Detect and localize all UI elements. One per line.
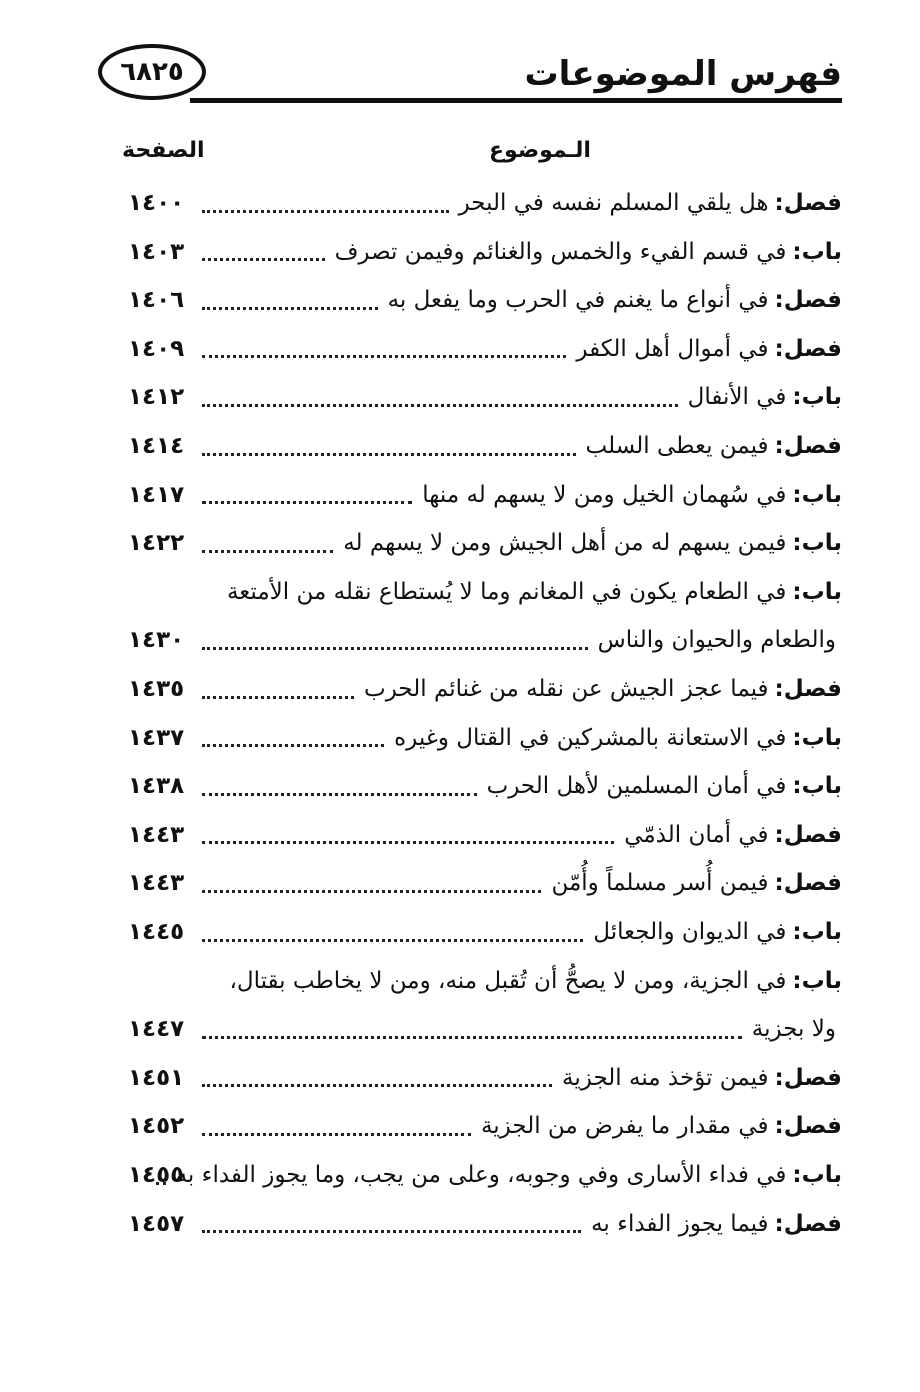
toc-entry (202, 812, 842, 858)
entry-page-number: ١٤٣٥ (128, 676, 185, 702)
entry-page-number: ١٤٥٧ (128, 1210, 185, 1237)
toc-row (0, 423, 920, 469)
entry-title: في فداء الأسارى وفي وجوبه، وعلى من يجب، وما يجوز الفداء به (175, 1162, 787, 1188)
entry-title: في الجزية، ومن لا يصحُّ أن تُقبل منه، ومن لا يخاطب بقتال، (229, 967, 787, 994)
toc-row (0, 1152, 920, 1198)
entry-page-number: ١٤٠٩ (128, 335, 185, 362)
entry-keyword: فصل: (774, 1113, 842, 1140)
toc-row (0, 860, 920, 906)
entry-title: ولا بجزية (751, 1016, 836, 1043)
entry-title: في سُهمان الخيل ومن لا يسهم له منها (422, 481, 787, 508)
entry-keyword: باب: (792, 919, 842, 945)
dot-leader (202, 210, 449, 213)
dot-leader (202, 307, 378, 310)
toc-row (0, 277, 920, 323)
dot-leader (202, 550, 333, 553)
entry-keyword: فصل: (774, 287, 842, 314)
toc-row (0, 374, 920, 420)
toc-entry (175, 1152, 842, 1198)
page-title: فهرس الموضوعات (524, 54, 842, 94)
dot-leader (202, 647, 588, 650)
column-header-page: الصفحة (122, 138, 205, 163)
entry-page-number: ١٤٠٠ (128, 190, 185, 216)
toc-entry (202, 1103, 842, 1149)
toc-row (0, 958, 920, 1004)
toc-entry (202, 423, 842, 469)
entry-title: في الأنفال (687, 384, 787, 411)
toc-entry (202, 860, 842, 906)
entry-keyword: باب: (792, 530, 842, 557)
toc-entry (142, 958, 842, 1004)
entry-page-number: ١٤٥٥ (128, 1162, 185, 1188)
dot-leader (202, 1133, 471, 1136)
entry-page-number: ١٤٥٢ (128, 1113, 185, 1140)
toc-entry (202, 229, 842, 275)
entry-keyword: باب: (792, 967, 842, 994)
entry-page-number: ١٤٠٣ (128, 238, 185, 265)
toc-entry (142, 569, 842, 615)
dot-leader (202, 890, 541, 893)
entry-keyword: فصل: (774, 433, 842, 459)
entry-title: في مقدار ما يفرض من الجزية (480, 1113, 769, 1140)
entry-page-number: ١٤٣٧ (128, 724, 185, 751)
dot-leader (202, 744, 384, 747)
entry-keyword: فصل: (774, 676, 842, 702)
entry-title: في الطعام يكون في المغانم وما لا يُستطاع نقله من الأمتعة (226, 578, 787, 605)
toc-row (0, 569, 920, 615)
toc-entry (202, 909, 842, 955)
entry-page-number: ١٤١٢ (128, 384, 185, 411)
toc-row (0, 1201, 920, 1247)
dot-leader (202, 453, 576, 456)
toc-entry (202, 374, 842, 420)
entry-title: فيمن تؤخذ منه الجزية (562, 1064, 769, 1091)
entry-title: فيما عجز الجيش عن نقله من غنائم الحرب (364, 676, 769, 702)
entry-title: في أمان الذمّي (624, 821, 769, 848)
entry-page-number: ١٤٤٣ (128, 870, 185, 897)
toc-entry (202, 326, 842, 372)
toc-row (0, 180, 920, 226)
entry-title: في أموال أهل الكفر (576, 335, 769, 362)
toc-row (0, 763, 920, 809)
toc-row (0, 472, 920, 518)
dot-leader (202, 258, 325, 261)
toc-row (0, 617, 920, 663)
entry-keyword: باب: (792, 724, 842, 751)
entry-keyword: فصل: (774, 821, 842, 848)
toc-entry (202, 1006, 842, 1052)
toc-entry (202, 763, 842, 809)
dot-leader (202, 1036, 742, 1039)
entry-page-number: ١٤٥١ (128, 1064, 185, 1091)
dot-leader (202, 1084, 552, 1087)
entry-keyword: باب: (792, 384, 842, 411)
dot-leader (202, 355, 566, 358)
entry-keyword: باب: (792, 578, 842, 605)
entry-page-number: ١٤٤٣ (128, 821, 185, 848)
dot-leader (202, 696, 354, 699)
entry-page-number: ١٤٤٧ (128, 1016, 185, 1043)
entry-title: هل يلقي المسلم نفسه في البحر (458, 190, 769, 216)
toc-row (0, 715, 920, 761)
toc-entry (202, 666, 842, 712)
entry-keyword: باب: (792, 481, 842, 508)
toc-entry (202, 617, 842, 663)
toc-entry (202, 472, 842, 518)
page-number: ٦٨٢٥ (98, 44, 206, 100)
entry-title: فيمن يسهم له من أهل الجيش ومن لا يسهم له (343, 530, 787, 557)
toc-row (0, 520, 920, 566)
toc-entry (202, 1055, 842, 1101)
entry-keyword: فصل: (774, 190, 842, 216)
entry-keyword: فصل: (774, 1210, 842, 1237)
entry-title: في أنواع ما يغنم في الحرب وما يفعل به (387, 287, 769, 314)
toc-row (0, 1055, 920, 1101)
entry-title: فيمن أُسر مسلماً وأُمّن (551, 870, 769, 897)
entry-keyword: فصل: (774, 870, 842, 897)
toc-row (0, 666, 920, 712)
entry-keyword: فصل: (774, 1064, 842, 1091)
dot-leader (202, 501, 412, 504)
entry-title: والطعام والحيوان والناس (597, 627, 836, 654)
toc-entry (202, 520, 842, 566)
entry-page-number: ١٤٣٨ (128, 773, 185, 800)
toc-entry (202, 180, 842, 226)
toc-row (0, 1006, 920, 1052)
toc-entry (202, 715, 842, 761)
dot-leader (202, 939, 583, 942)
toc-row (0, 812, 920, 858)
dot-leader (202, 1230, 581, 1233)
toc-entry (202, 277, 842, 323)
dot-leader (202, 841, 614, 844)
toc-row (0, 1103, 920, 1149)
entry-page-number: ١٤١٧ (128, 481, 185, 508)
entry-title: فيمن يعطى السلب (585, 433, 769, 459)
dot-leader (202, 793, 477, 796)
entry-title: في قسم الفيء والخمس والغنائم وفيمن تصرف (334, 238, 787, 265)
entry-title: في الاستعانة بالمشركين في القتال وغيره (394, 724, 787, 751)
entry-keyword: فصل: (774, 335, 842, 362)
entry-keyword: باب: (792, 773, 842, 800)
dot-leader (202, 404, 678, 407)
entry-page-number: ١٤٠٦ (128, 287, 185, 314)
entry-title: في الديوان والجعائل (593, 919, 787, 945)
toc-row (0, 909, 920, 955)
entry-page-number: ١٤٤٥ (128, 919, 185, 945)
entry-page-number: ١٤١٤ (128, 433, 185, 459)
toc-row (0, 326, 920, 372)
entry-keyword: باب: (792, 238, 842, 265)
entry-page-number: ١٤٢٢ (128, 530, 185, 557)
toc-row (0, 229, 920, 275)
entry-keyword: باب: (792, 1162, 842, 1188)
entry-title: فيما يجوز الفداء به (591, 1210, 769, 1237)
column-header-topic: الـموضوع (489, 138, 591, 163)
entry-title: في أمان المسلمين لأهل الحرب (486, 773, 787, 800)
entry-page-number: ١٤٣٠ (128, 627, 185, 654)
toc-entry (202, 1201, 842, 1247)
